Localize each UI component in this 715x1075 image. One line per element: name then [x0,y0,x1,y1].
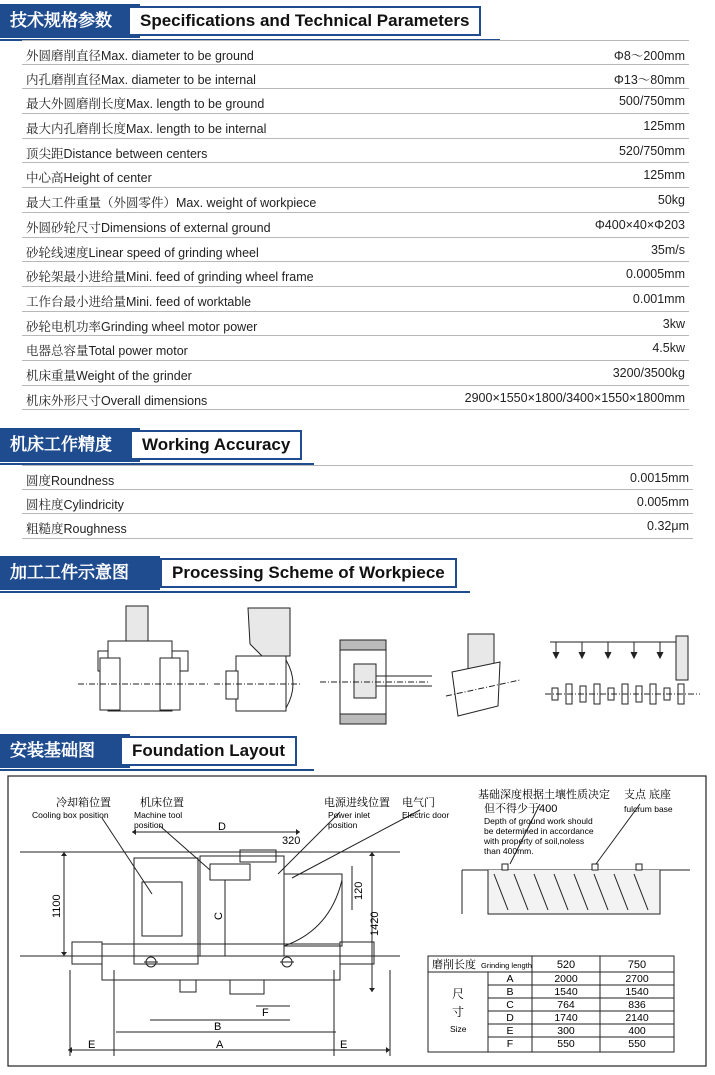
row-label: 圆柱度Cylindricity [26,497,124,512]
row-value: 50kg [657,193,685,208]
processing-scheme-diagram [0,596,715,736]
row-value: Φ13～80mm [613,72,685,87]
workpiece-figure-5 [545,636,700,704]
dim-120-label: 120 [353,881,365,900]
size-cell-v2: 836 [628,999,646,1011]
row-value: 0.0015mm [629,471,689,485]
size-cell-v2: 550 [628,1038,646,1050]
foundation-layout-diagram [0,770,715,1070]
table-row [22,65,689,90]
dim-E-left-label: E [88,1039,96,1051]
row-value: 0.32μm [647,519,689,534]
accuracy-title-cn: 机床工作精度 [0,428,140,462]
label-fulcrum-en: fulcrum base [624,804,673,814]
row-label: 粗糙度Roughness [26,522,127,537]
table-row [22,163,689,188]
label-machine-cn: 机床位置 [140,797,184,809]
label-depth-en1: Depth of ground work should [484,816,593,826]
foundation-title-cn: 安装基础图 [0,734,130,768]
dim-E-right-label: E [340,1039,348,1051]
size-cell-v1: 764 [557,999,575,1011]
size-table-header-cn: 磨削长度 [432,959,476,971]
size-cell-key: E [506,1025,514,1037]
specs-table [22,40,689,410]
row-label: 内孔磨削直径Max. diameter to be internal [26,72,256,87]
row-value: 0.005mm [636,494,689,509]
size-table-size-cn2: 寸 [452,1005,465,1019]
size-cell-key: A [506,973,514,985]
dim-A-label: A [216,1039,224,1051]
size-cell-key: F [506,1038,514,1050]
label-depth-cn1: 基础深度根据土壤性质决定 [478,789,610,801]
row-label: 最大工件重量（外圆零件）Max. weight of workpiece [26,196,317,211]
size-table-size-cn1: 尺 [452,987,465,1001]
row-value: 0.001mm [632,291,685,306]
accuracy-title-en: Working Accuracy [130,430,302,460]
specs-title-en: Specifications and Technical Parameters [128,6,481,36]
size-cell-v2: 2140 [625,1012,649,1024]
size-table-col1: 520 [556,959,576,971]
row-label: 砂轮线速度Linear speed of grinding wheel [26,245,259,260]
label-depth-en3: with property of soil,noless [484,836,585,846]
label-power-en2: position [328,820,358,830]
dim-B-label: B [214,1021,222,1033]
table-row [22,490,693,515]
label-cooling-cn: 冷却箱位置 [56,797,111,809]
table-row [22,114,689,139]
table-row [22,40,689,65]
label-depth-en4: than 400mm. [484,846,534,856]
row-label: 顶尖距Distance between centers [26,146,208,161]
table-row [22,514,693,539]
foundation-header [0,734,314,768]
label-power-cn: 电源进线位置 [324,797,390,809]
dim-1100-label: 1100 [51,894,63,918]
accuracy-header [0,428,314,462]
table-row [22,312,689,337]
row-label: 外圆砂轮尺寸Dimensions of external ground [26,220,271,235]
label-machine-en2: position [134,820,164,830]
row-label: 工作台最小进给量Mini. feed of worktable [26,294,252,309]
table-row [22,361,689,386]
row-label: 最大外圆磨削长度Max. length to be ground [26,97,265,112]
table-row [22,386,689,411]
row-label: 最大内孔磨削长度Max. length to be internal [26,122,267,137]
size-cell-v1: 1540 [554,986,578,998]
table-row [22,336,689,361]
row-label: 圆度Roundness [26,474,115,488]
table-row [22,188,689,213]
dim-320-label: 320 [282,835,301,847]
row-value: 35m/s [650,242,685,257]
row-label: 外圆磨削直径Max. diameter to be ground [26,49,254,63]
dim-C-label: C [213,912,225,920]
processing-title-cn: 加工工件示意图 [0,556,160,590]
row-value: 125mm [643,119,685,134]
label-depth-cn2: 但不得少于400 [484,803,558,815]
row-label: 砂轮电机功率Grinding wheel motor power [26,319,258,334]
row-value: 4.5kw [652,341,685,356]
processing-header [0,556,470,590]
row-value: 125mm [643,168,685,183]
row-label: 电器总容量Total power motor [26,344,188,359]
row-value: 500/750mm [618,94,685,109]
row-value: 520/750mm [618,143,685,158]
workpiece-figure-3 [320,640,432,724]
row-value: Φ400×40×Φ203 [594,217,685,232]
workpiece-figure-4 [446,634,520,716]
specs-title-cn: 技术规格参数 [0,4,140,38]
row-label: 砂轮架最小进给量Mini. feed of grinding wheel frame [26,270,314,285]
size-cell-v2: 400 [628,1025,646,1037]
dim-D-label: D [218,821,226,833]
dim-1420-label: 1420 [369,911,381,936]
dim-F-label: F [262,1007,269,1019]
size-cell-key: B [506,986,514,998]
processing-header-rule [0,591,470,593]
foundation-title-en: Foundation Layout [120,736,297,766]
table-row [22,238,689,263]
size-cell-v1: 550 [557,1038,575,1050]
table-row [22,287,689,312]
table-row [22,139,689,164]
size-cell-v1: 300 [557,1025,575,1037]
accuracy-table [22,465,693,539]
label-fulcrum-cn: 支点 底座 [624,789,672,801]
table-row [22,89,689,114]
row-label: 机床重量Weight of the grinder [26,368,192,383]
row-value: Φ8～200mm [613,49,685,63]
size-cell-key: D [506,1012,514,1024]
row-label: 中心高Height of center [26,171,152,186]
size-table-size-en: Size [450,1024,467,1034]
specs-header [0,4,500,38]
row-value: 2900×1550×1800/3400×1550×1800mm [464,390,685,405]
label-cooling-en: Cooling box position [32,810,109,820]
row-value: 0.0005mm [625,267,685,282]
label-door-cn: 电气门 [402,797,435,809]
size-cell-v2: 2700 [625,973,649,985]
label-power-en1: Power inlet [328,810,371,820]
size-cell-v2: 1540 [625,986,649,998]
table-row [22,262,689,287]
table-row [22,213,689,238]
processing-title-en: Processing Scheme of Workpiece [160,558,457,588]
size-cell-v1: 2000 [554,973,578,985]
label-door-en: Electric door [402,810,450,820]
row-value: 3kw [662,316,685,331]
row-value: 3200/3500kg [612,365,685,380]
table-row [22,465,693,490]
label-depth-en2: be determined in accordance [484,826,594,836]
workpiece-figure-2 [214,608,300,711]
workpiece-figure-1 [78,606,210,711]
size-cell-key: C [506,999,514,1011]
label-machine-en1: Machine tool [134,810,183,820]
size-cell-v1: 1740 [554,1012,578,1024]
size-table-header-en: Grinding length [481,961,532,970]
row-label: 机床外形尺寸Overall dimensions [26,393,208,408]
size-table-col2: 750 [627,959,647,971]
